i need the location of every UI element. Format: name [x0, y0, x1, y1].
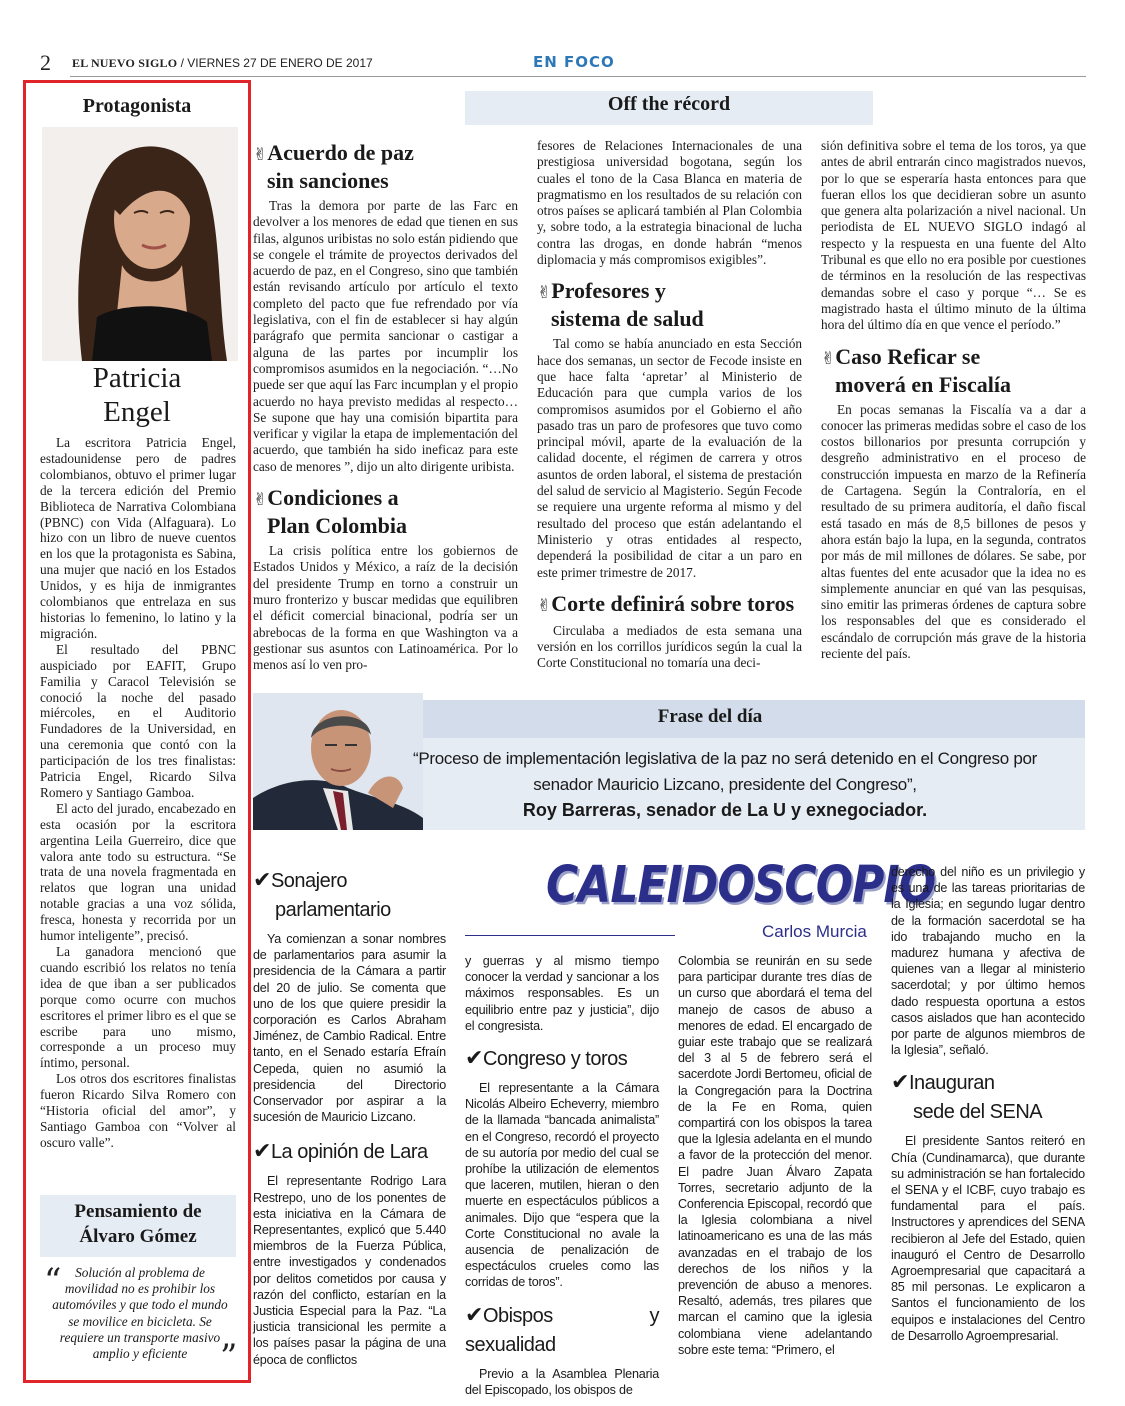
- cal-column-1: [253, 860, 446, 1368]
- caleidoscopio-author: Carlos Murcia: [762, 922, 867, 941]
- victory-hand-icon: ✌: [537, 283, 552, 304]
- roy-barreras-photo: [253, 693, 423, 830]
- frase-quote-line: “Proceso de implementación legislativa de la paz no será detenido en el Congreso por: [412, 749, 1038, 768]
- victory-hand-icon: ✌: [821, 348, 836, 369]
- checkmark-icon: ✔: [465, 1302, 483, 1328]
- paragraph: El representante Rodrigo Lara Restrepo, uno de los ponentes de esta iniciativa en la Cámara de Representantes, explicó que 5.440 miembros de la Fuerza Pública, entre investigados y condenados por delitos cometidos por causa y razón del conflicto, estarían en la Justicia Especial para la Paz. “La justicia transicional les permite a los países pasar la página de una época de conflictos: [253, 1174, 446, 1367]
- headline-line: Corte definirá sobre toros: [551, 590, 795, 616]
- masthead: [72, 56, 373, 71]
- headline-line: La opinión de Lara: [270, 1141, 428, 1164]
- headline-line: Condiciones a: [267, 485, 399, 511]
- section-label: EN FOCO: [533, 53, 615, 71]
- caleidoscopio-logo: CALEIDOSCOPIO: [546, 856, 936, 915]
- headline-line: Profesores y: [551, 278, 666, 304]
- headline-line: moverá en Fiscalía: [835, 371, 1011, 397]
- frase-quote-line: senador Mauricio Lizcano, presidente del Congreso”,: [533, 775, 917, 794]
- otr-column-1: [253, 138, 518, 673]
- headline-line: sede del SENA: [913, 1101, 1043, 1124]
- issue-date: / VIERNES 27 DE ENERO DE 2017: [180, 56, 373, 70]
- headline-condiciones-plan-colombia: [253, 485, 518, 539]
- checkmark-icon: ✔: [891, 1070, 909, 1096]
- paragraph: La ganadora mencionó que cuando escribió los relatos no tenía idea de que iban a ser publicados porque como ocurre con muchos escritores el primer libro es el que se escribe para uno mismo, corresponde a un proceso muy íntimo, personal.: [40, 944, 236, 1071]
- frase-author: Roy Barreras, senador de La U y exnegociador.: [522, 800, 928, 820]
- protagonista-sidebar: [23, 80, 251, 1383]
- sidebar-title: Protagonista: [82, 95, 192, 117]
- paragraph: Ya comienzan a sonar nombres de parlamentarios para asumir la presidencia de la Cámara a partir del 20 de julio. Se comenta que uno de los que quiere presidir la corporación es Carlos Abraham Jiménez, de Cambio Radical. Entre tanto, en el Senado estaría Efraín Cepeda, quien no asumió la presidencia del Directorio Conservador por aspirar a la sucesión de Mauricio Lizcano.: [253, 932, 446, 1125]
- pensamiento-title-line: Álvaro Gómez: [79, 1226, 197, 1247]
- checkmark-icon: ✔: [465, 1046, 483, 1072]
- headline-line: Caso Reficar se: [835, 343, 981, 369]
- paragraph: La escritora Patricia Engel, estadounidense pero de padres colombianos, obtuvo el primer lugar de la tercera edición del Premio Biblioteca de Narrativa Colombiana (PBNC) con Vida (Alfaguara). Lo hizo con un libro de nueve cuentos en los que la protagonista es Sabina, una mujer que nació en los Estados Unidos, y es hija de inmigrantes colombianos que entrelaza en sus historias lo femenino, lo latino y la migración.: [40, 435, 236, 641]
- headline-acuerdo-de-paz: [253, 140, 518, 194]
- cal-column-3: [678, 953, 872, 1358]
- protagonist-last-name: Engel: [103, 396, 171, 428]
- victory-hand-icon: ✌: [253, 490, 268, 511]
- otr-column-2: [537, 138, 802, 672]
- paragraph: Tal como se había anunciado en esta Sección hace dos semanas, un sector de Fecode insiste en que hace falta ‘apretar’ al Ministerio de Educación para que cumpla varios de los compromisos asumidos por el Gobierno el año pasado tras un paro de profesores que tuvo como principal móvil, aparte de la evaluación de la calidad docente, el régimen de carrera y otros asuntos de orden laboral, el sistema de prestación del salud de servicio al Magisterio. Según Fecode se requiere una urgente reforma al mismo y del resultado del proceso que están adelantando el Ministerio y otras entidades al respecto, dependerá la posibilidad de citar a un paro en este primer trimestre de 2017.: [537, 336, 802, 580]
- newspaper-name: EL NUEVO SIGLO: [72, 56, 178, 70]
- paragraph: derecho del niño es un privilegio y es una de las tareas prioritarias de la Iglesia; en segundo lugar dentro de la formación sacerdotal se ha ido trabajando mucho en la madurez humana y afectiva de quienes van a llegar al ministerio sacerdotal; y por último hemos dado respuesta oportuna a estos casos aislados que han acontecido por parte de algunos miembros de la Iglesia”, señaló.: [891, 865, 1085, 1058]
- cal-column-4: [891, 864, 1085, 1344]
- paragraph: Circulaba a mediados de esta semana una versión en los corrillos jurídicos según la cual la Corte Constitucional no tomaría una deci-: [537, 622, 802, 671]
- headline-opinion-lara: [253, 1137, 446, 1167]
- paragraph: y guerras y al mismo tiempo conocer la verdad y sancionar a los máximos responsables. Es un equilibrio entre paz y justicia”, dijo el congresista.: [465, 954, 659, 1033]
- paragraph: La crisis política entre los gobiernos de Estados Unidos y México, a raíz de la decisión del presidente Trump en torno a construir un muro fronterizo y buscar medidas que equilibren el déficit comercial binacional, podría ser un abrebocas de la forma en que Washington va a gestionar sus asuntos con Latinoamérica. Por lo menos así lo ven pro-: [253, 543, 518, 673]
- pensamiento-quote: Solución al problema de movilidad no es prohibir los automóviles y que todo el mundo se movilice en bicicleta. Se requiere un transporte masivo amplio y eficiente: [52, 1265, 228, 1362]
- protagonist-first-name: Patricia: [92, 362, 182, 394]
- paragraph: El presidente Santos reiteró en Chía (Cundinamarca), que durante su administración se han fortalecido el SENA y el ICBF, cuyo trabajo es fundamental para el país. Instructores y aprendices del SENA recibieron al Jefe del Estado, quien inauguró el Centro de Desarrollo Agroempresarial que capacitará a 85 mil personas. Le explicaron a Santos el funcionamiento de los equipos e instalaciones del Centro de Desarrollo Agroempresarial.: [891, 1134, 1085, 1343]
- caleidoscopio-divider: [465, 935, 675, 936]
- header-divider: [70, 76, 1086, 77]
- headline-inauguran-sena: [891, 1068, 1085, 1127]
- paragraph: sión definitiva sobre el tema de los toros, ya que antes de abril entrarán cinco magistrados nuevos, por lo que se esperaría hasta entonces para que fueran ellos los que decidieran sobre un asunto que genera alta polarización a nivel nacional. Un periodista de EL NUEVO SIGLO indagó al respecto y la respuesta en una fuente del Alto Tribunal es que ello no era posible por cuestiones de términos en la resolución de las respectivas demandas sobre el caso y porque “… Se es magistrado hasta el último minuto de la última hora del último día en que vence el período.”: [821, 138, 1086, 333]
- close-quote-icon: ”: [220, 1337, 238, 1377]
- protagonist-name: [26, 361, 248, 429]
- pensamiento-title-line: Pensamiento de: [74, 1201, 202, 1222]
- victory-hand-icon: ✌: [253, 145, 268, 165]
- open-quote-icon: “: [44, 1261, 62, 1301]
- headline-congreso-toros: [465, 1044, 659, 1074]
- headline-obispos: [465, 1301, 659, 1360]
- frase-del-dia-title: Frase del día: [657, 706, 763, 727]
- headline-line: Inauguran: [908, 1072, 995, 1095]
- paragraph: En pocas semanas la Fiscalía va a dar a conocer las primeras medidas sobre el caso de los costos billonarios por presunta corrupción y desgreño administrativo en el proceso de construcción impuesta en marzo de la Refinería de Cartagena. Según la Contraloría, en el resultado de su primera auditoría, el daño fiscal está tasado en más de 8,5 billones de pesos y ahora están bajo la lupa, en la segunda, contratos por más de mil millones de dólares. Se sabe, por altas fuentes del ente acusador que la idea no es simplemente anunciar en qué van las pesquisas, sino emitir las primeras órdenes de captura sobre los responsables del que es considerado el escándalo de corrupción más grave de la historia reciente del país.: [821, 401, 1086, 662]
- headline-profesores-salud: [537, 278, 802, 332]
- paragraph: Colombia se reunirán en su sede para participar durante tres días de un curso que abordará el tema del manejo de casos de abuso a menores de edad. El encargado de guiar este trabajo que se realizará del 3 al 5 de febrero será el sacerdote Jordi Bertomeu, oficial de la Congregación para la Doctrina de la Fe en Roma, quien compartirá con los obispos la tarea que la Iglesia adelanta en el mundo a favor de la protección del menor. El padre Juan Álvaro Zapata Torres, secretario adjunto de la Conferencia Episcopal, recordó que la Iglesia colombiana a nivel latinoamericano es una de las más avanzadas en el trabajo de los derechos de los niños y la prevención de abuso a menores. Resaltó, además, tres pilares que marcan el camino que la iglesia colombiana viene adelantando sobre este tema: “Primero, el: [678, 954, 872, 1357]
- checkmark-icon: ✔: [253, 1139, 271, 1165]
- paragraph: El resultado del PBNC auspiciado por EAFIT, Grupo Familia y Caracol Televisión se conoció la noche del pasado miércoles, en el Auditorio Fundadores de la Universidad, en una ceremonia que contó con la participación de los tres finalistas: Patricia Engel, Ricardo Silva Romero y Santiago Gamboa.: [40, 641, 236, 800]
- paragraph: fesores de Relaciones Internacionales de una prestigiosa universidad bogotana, según los cuales el tono de la Casa Blanca en materia de pragmatismo en los resultados de su relación con otros países se aplicará también al Plan Colombia y, sobre todo, a la estrategia binacional de lucha contra las drogas, en donde habrán “menos diplomacia y más compromisos exigibles”.: [537, 138, 802, 268]
- off-the-record-title: Off the récord: [607, 93, 731, 115]
- paragraph: Tras la demora por parte de las Farc en devolver a los menores de edad que tienen en sus filas, algunos uribistas no solo están pidiendo que se congele el trámite de proyectos derivados del acuerdo de paz, en el Congreso, sino que también están revisando artículo por artículo el texto completo del pacto que fue refrendado por vía legislativa, con el fin de establecer si hay algún parágrafo que permita sancionar o castigar a alguna de las partes por incumplir los compromisos asumidos en la negociación. “…No puede ser que aquí las Farc incumplan y el propio acuerdo no haya previsto medidas al respecto… Se supone que hay una comisión bipartita para verificar y vigilar la etapa de implementación del acuerdo, que también ha sido ineficaz para este caso de menores ”, dijo un alto dirigente uribista.: [253, 198, 518, 474]
- headline-corte-toros: [537, 591, 802, 619]
- headline-line: parlamentario: [275, 899, 391, 921]
- paragraph: El acto del jurado, encabezado en esta ocasión por la escritora argentina Leila Guerreiro, dice que valora ante todo su estructura. “Se trata de una novela fragmentada en relatos que logran una unidad notable gracias a una voz sólida, fresca, honesta y recorrida por un humor inteligente”, precisó.: [40, 800, 236, 944]
- protagonist-portrait: [42, 127, 238, 361]
- headline-line: Sonajero: [270, 870, 347, 892]
- paragraph: Los otros dos escritores finalistas fueron Ricardo Silva Romero con “Historia oficial del amor”, y Santiago Gamboa con “Volver al oscuro valle”.: [40, 1071, 236, 1150]
- paragraph: El representante a la Cámara Nicolás Albeiro Echeverry, miembro de la llamada “bancada animalista” en el Congreso, recordó el proyecto de su autoría por medio del cual se prohíbe la utilización de elementos que laceren, mutilen, hieran o den muerte en espectáculos públicos a animales. Dijo que “espera que la Corte Constitucional no avale la ausencia de penalización de espectáculos crueles como las corridas de toros”.: [465, 1081, 659, 1290]
- frase-quote: [400, 746, 1050, 798]
- paragraph: Previo a la Asamblea Plenaria del Episcopado, los obispos de: [465, 1366, 659, 1397]
- sidebar-article-body: [40, 435, 236, 1151]
- headline-caso-reficar: [821, 344, 1086, 398]
- headline-line: sin sanciones: [267, 168, 389, 193]
- victory-hand-icon: ✌: [537, 595, 552, 616]
- headline-line: Congreso y toros: [482, 1048, 628, 1071]
- checkmark-icon: ✔: [253, 868, 271, 893]
- pensamiento-title: [40, 1199, 236, 1249]
- headline-line: Obispos y sexualidad: [465, 1304, 659, 1356]
- otr-column-3: [821, 138, 1086, 662]
- headline-line: Acuerdo de paz: [267, 140, 414, 165]
- headline-line: Plan Colombia: [267, 513, 407, 539]
- cal-column-2: [465, 953, 659, 1398]
- headline-sonajero: [253, 866, 446, 925]
- headline-line: sistema de salud: [551, 306, 704, 332]
- page-number: 2: [40, 50, 51, 75]
